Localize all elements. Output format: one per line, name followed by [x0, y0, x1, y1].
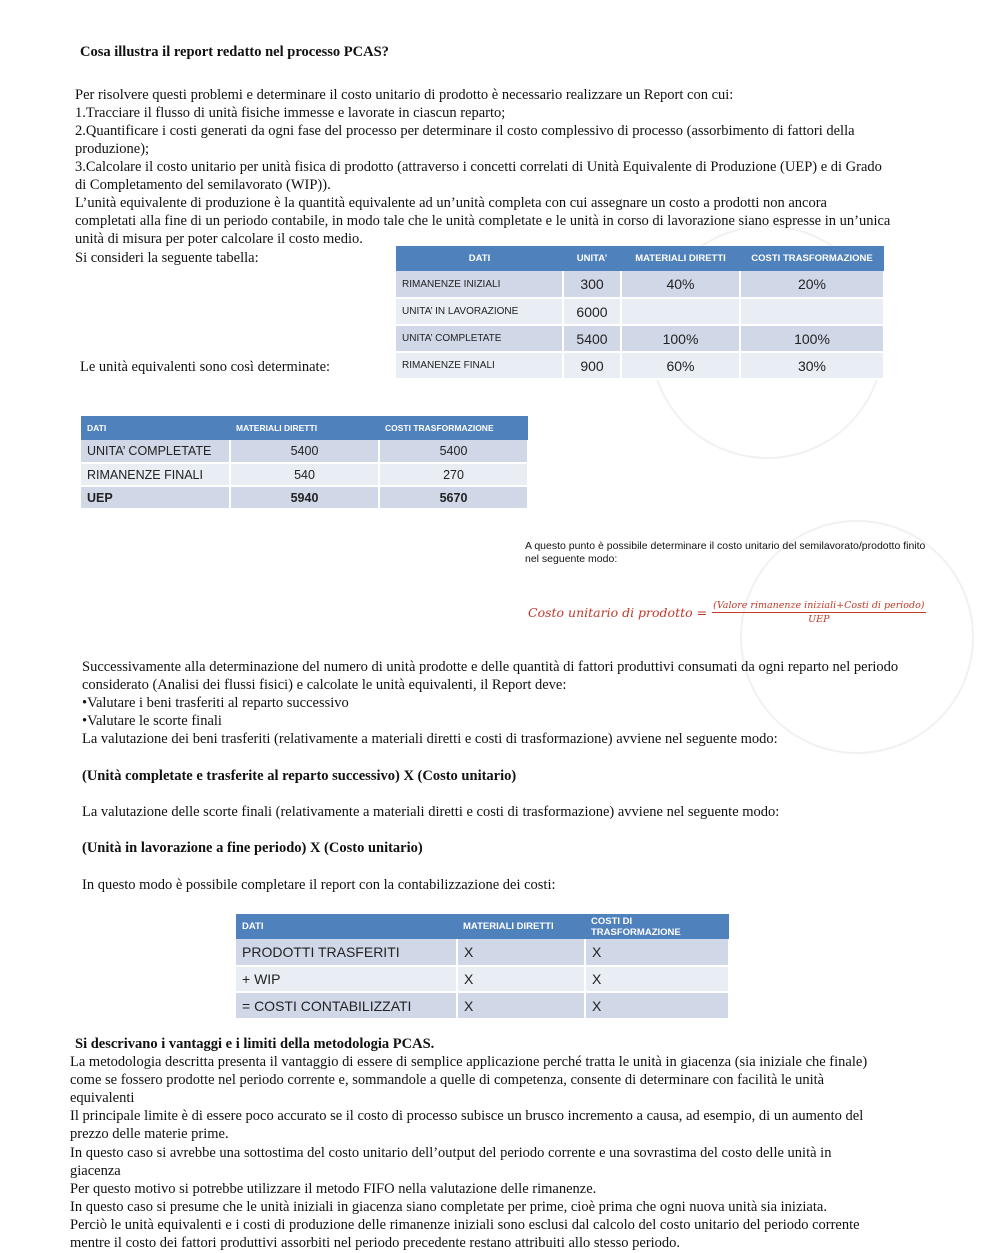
section-1-line: produzione);	[75, 141, 150, 157]
table-header: MATERIALI DIRETTI	[621, 246, 740, 271]
table-cell: UNITA’ IN LAVORAZIONE	[396, 298, 563, 325]
formula-denominator: UEP	[808, 614, 830, 625]
table-row	[396, 298, 884, 325]
section-1-line: Per risolvere questi problemi e determinare il costo unitario di prodotto è necessario realizzare un Report con cui:	[75, 87, 734, 103]
table-row	[236, 966, 729, 992]
consider-table-text: Si consideri la seguente tabella:	[75, 250, 259, 266]
data-table-1	[396, 246, 885, 380]
section-3-line: equivalenti	[70, 1090, 135, 1106]
table-cell: X	[585, 966, 729, 992]
table-cell: + WIP	[236, 966, 457, 992]
table-cell: X	[457, 992, 585, 1019]
table-cell: 540	[230, 463, 379, 486]
section-3-line: La metodologia descritta presenta il vantaggio di essere di semplice applicazione perché tratta le unità in giacenza (sia iniziale che finale)	[70, 1054, 868, 1070]
table-cell: = COSTI CONTABILIZZATI	[236, 992, 457, 1019]
table-cell: X	[457, 939, 585, 966]
table-header: COSTI DI TRASFORMAZIONE	[585, 914, 729, 939]
table-cell: 40%	[621, 271, 740, 298]
table-row	[396, 271, 884, 298]
formula-intro-line: A questo punto è possibile determinare il costo unitario del semilavorato/prodotto finito	[525, 540, 926, 552]
formula-intro	[525, 540, 925, 566]
section-2-line: La valutazione delle scorte finali (relativamente a materiali diretti e costi di trasformazione) avviene nel seguente modo:	[82, 804, 780, 820]
table-header: MATERIALI DIRETTI	[230, 416, 379, 440]
section-3-line: In questo caso si presume che le unità iniziali in giacenza siano completate per prime, cioè prima che ogni nuova unità sia iniziata.	[70, 1199, 827, 1215]
section-3-line: Il principale limite è di essere poco accurato se il costo di processo subisce un brusco incremento a causa, ad esempio, di un aumento del	[70, 1108, 864, 1124]
section-1-line: L’unità equivalente di produzione è la quantità equivalente ad un’unità completa con cui assegnare un costo a prodotti non ancora	[75, 195, 827, 211]
formula-intro-line: nel seguente modo:	[525, 553, 618, 565]
formula-lhs: Costo unitario di prodotto =	[528, 605, 708, 620]
table-cell: X	[457, 966, 585, 992]
table-cell: 5400	[230, 440, 379, 463]
table-cell: RIMANENZE FINALI	[81, 463, 230, 486]
section-3-line: come se fossero prodotte nel periodo corrente e, sommandole a quelle di competenza, consente di determinare con facilità le unità	[70, 1072, 825, 1088]
data-table-3	[236, 914, 730, 1020]
section-3-line: giacenza	[70, 1163, 121, 1179]
table-cell	[740, 298, 884, 325]
section-3-title: Si descrivano i vantaggi e i limiti della metodologia PCAS.	[75, 1036, 435, 1052]
stock-valuation-formula: (Unità in lavorazione a fine periodo) X (Costo unitario)	[82, 840, 423, 856]
table-cell: 900	[563, 352, 621, 379]
section-3-line: Per questo motivo si potrebbe utilizzare il metodo FIFO nella valutazione delle rimanenze.	[70, 1181, 597, 1197]
table-cell: UEP	[81, 486, 230, 509]
table-cell: 6000	[563, 298, 621, 325]
table-row	[81, 440, 528, 463]
table-row	[236, 992, 729, 1019]
table-cell: 100%	[621, 325, 740, 352]
data-table-2	[81, 416, 529, 510]
table-row	[81, 463, 528, 486]
table-cell: 30%	[740, 352, 884, 379]
table-cell: 5940	[230, 486, 379, 509]
table-row	[396, 325, 884, 352]
table-cell: PRODOTTI TRASFERITI	[236, 939, 457, 966]
section-1-line: 2.Quantificare i costi generati da ogni fase del processo per determinare il costo complessivo di processo (assorbimento di fattori della	[75, 123, 855, 139]
table-cell: 5400	[379, 440, 528, 463]
section-3-line: Perciò le unità equivalenti e i costi di produzione delle rimanenze iniziali sono esclusi dal calcolo del costo unitario del periodo corrente	[70, 1217, 860, 1233]
table-row	[81, 486, 528, 509]
table-header: DATI	[81, 416, 230, 440]
table-cell: RIMANENZE FINALI	[396, 352, 563, 379]
table-cell: 60%	[621, 352, 740, 379]
unit-cost-formula	[528, 600, 926, 625]
section-3-line: prezzo delle materie prime.	[70, 1126, 229, 1142]
section-1-line: 1.Tracciare il flusso di unità fisiche immesse e lavorate in ciascun reparto;	[75, 105, 506, 121]
table-cell: UNITA’ COMPLETATE	[396, 325, 563, 352]
section-2-line: Successivamente alla determinazione del numero di unità prodotte e delle quantità di fattori produttivi consumati da ogni reparto nel periodo	[82, 659, 899, 675]
table-header: COSTI TRASFORMAZIONE	[379, 416, 528, 440]
formula-numerator: (Valore rimanenze iniziali+Costi di periodo)	[713, 600, 925, 611]
table-header: COSTI TRASFORMAZIONE	[740, 246, 884, 271]
table-cell: X	[585, 992, 729, 1019]
section-2-bullet: •Valutare i beni trasferiti al reparto successivo	[82, 695, 349, 711]
table-row	[236, 939, 729, 966]
section-1-line: 3.Calcolare il costo unitario per unità fisica di prodotto (attraverso i concetti correlati di Unità Equivalente di Produzione (UEP) e di Grado	[75, 159, 882, 175]
section-1-line: completati alla fine di un periodo contabile, in modo tale che le unità completate e le unità in corso di lavorazione siano espresse in un’unica	[75, 213, 891, 229]
table-cell: 100%	[740, 325, 884, 352]
table-cell: 20%	[740, 271, 884, 298]
table-cell: 270	[379, 463, 528, 486]
table-cell	[621, 298, 740, 325]
section-1-line: unità di misura per poter calcolare il costo medio.	[75, 231, 363, 247]
section-3-line: mentre il costo dei fattori produttivi assorbiti nel periodo precedente restano attribuiti allo stesso periodo.	[70, 1235, 681, 1251]
table-cell: UNITA’ COMPLETATE	[81, 440, 230, 463]
table-header: DATI	[396, 246, 563, 271]
transfer-valuation-formula: (Unità completate e trasferite al reparto successivo) X (Costo unitario)	[82, 768, 517, 784]
table-header: UNITA’	[563, 246, 621, 271]
table-cell: 300	[563, 271, 621, 298]
section-2-line: La valutazione dei beni trasferiti (relativamente a materiali diretti e costi di trasformazione) avviene nel seguente modo:	[82, 731, 778, 747]
section-1-title: Cosa illustra il report redatto nel processo PCAS?	[80, 44, 389, 60]
table-header: MATERIALI DIRETTI	[457, 914, 585, 939]
section-3-line: In questo caso si avrebbe una sottostima del costo unitario dell’output del periodo corrente e una sovrastima del costo delle unità in	[70, 1145, 832, 1161]
section-1-line: di Completamento del semilavorato (WIP)).	[75, 177, 331, 193]
table-cell: RIMANENZE INIZIALI	[396, 271, 563, 298]
table-row	[396, 352, 884, 379]
table-header: DATI	[236, 914, 457, 939]
section-2-line: In questo modo è possibile completare il report con la contabilizzazione dei costi:	[82, 877, 556, 893]
table-cell: 5400	[563, 325, 621, 352]
table-cell: X	[585, 939, 729, 966]
section-2-line: considerato (Analisi dei flussi fisici) e calcolate le unità equivalenti, il Report deve:	[82, 677, 567, 693]
equivalent-units-text: Le unità equivalenti sono così determinate:	[80, 359, 331, 375]
table-cell: 5670	[379, 486, 528, 509]
section-2-bullet: •Valutare le scorte finali	[82, 713, 222, 729]
formula-fraction	[712, 600, 925, 625]
